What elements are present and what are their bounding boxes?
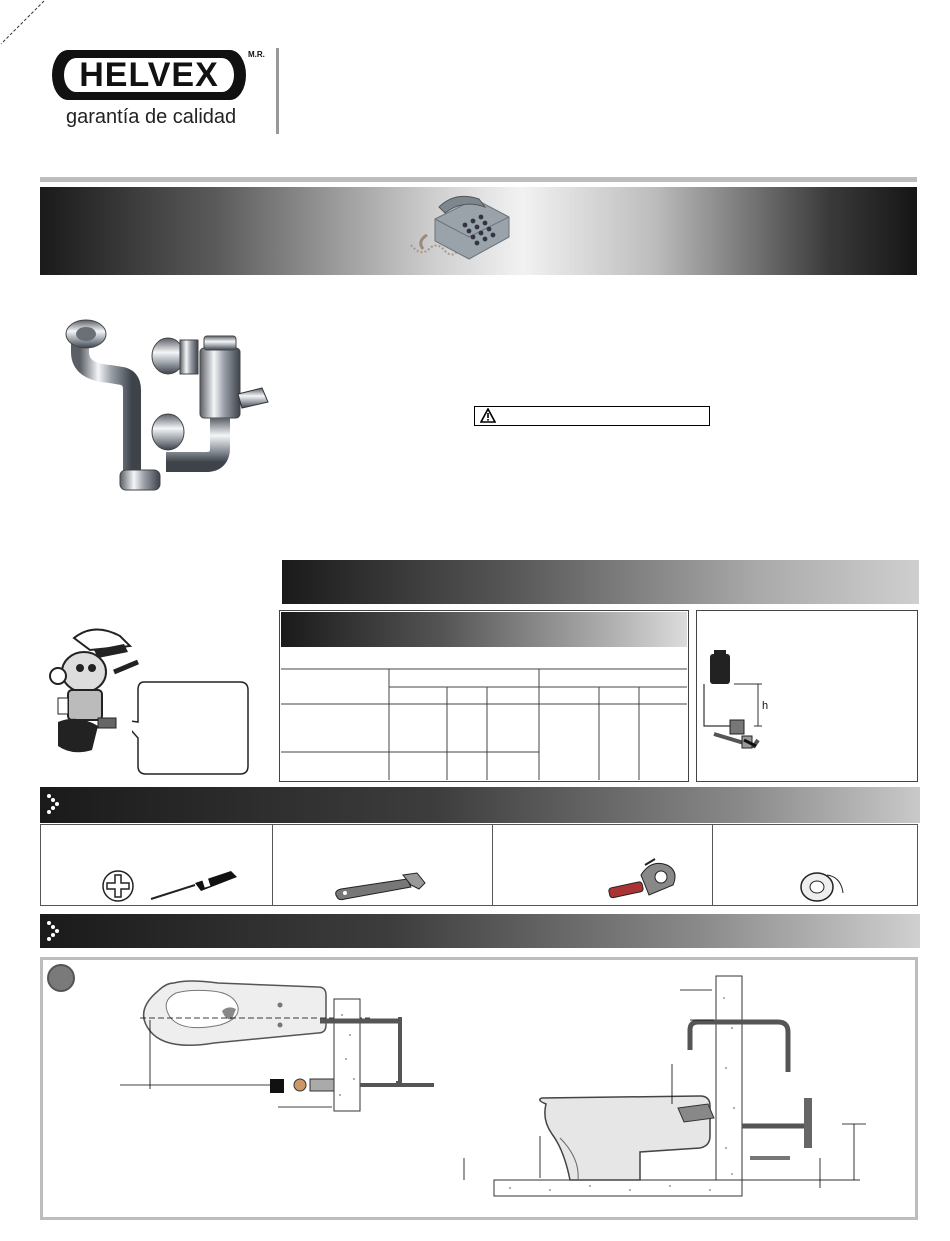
installation-height-diagram [700, 650, 810, 760]
brand-logo-wordmark: HELVEX [64, 58, 234, 92]
header-divider [276, 48, 279, 134]
warning-triangle-icon [480, 408, 496, 423]
crop-mark [0, 0, 45, 45]
tools-band [40, 787, 920, 823]
screwdriver-icon [149, 871, 239, 901]
teflon-tape-icon [799, 867, 845, 903]
step-1-badge [47, 964, 75, 992]
side-view-diagram [450, 968, 870, 1200]
tool-cell-pipe-wrench [273, 825, 493, 905]
installation-band [40, 914, 920, 948]
pipe-cutter-icon [605, 857, 685, 901]
warning-box [474, 406, 710, 426]
height-label: h [762, 700, 769, 712]
pipe-wrench-icon [333, 871, 433, 901]
speech-bubble [132, 680, 250, 776]
plumber-mascot-image [44, 622, 139, 757]
brand-tagline: garantía de calidad [66, 106, 237, 128]
flush-valve-product-image [50, 312, 278, 500]
tools-row [40, 824, 918, 906]
telephone-icon [405, 187, 515, 267]
tool-cell-screwdriver [41, 825, 273, 905]
top-view-diagram [110, 975, 440, 1115]
specifications-band [282, 560, 919, 604]
arrow-dots-icon [46, 793, 60, 815]
phillips-screw-icon [101, 869, 135, 903]
tool-cell-pipe-cutter [493, 825, 714, 905]
tool-cell-teflon-tape [713, 825, 917, 905]
specifications-header [281, 612, 687, 647]
arrow-dots-icon [46, 920, 60, 942]
registered-mark: M.R. [248, 50, 265, 59]
specifications-table [281, 668, 687, 780]
header-rule [40, 177, 917, 182]
